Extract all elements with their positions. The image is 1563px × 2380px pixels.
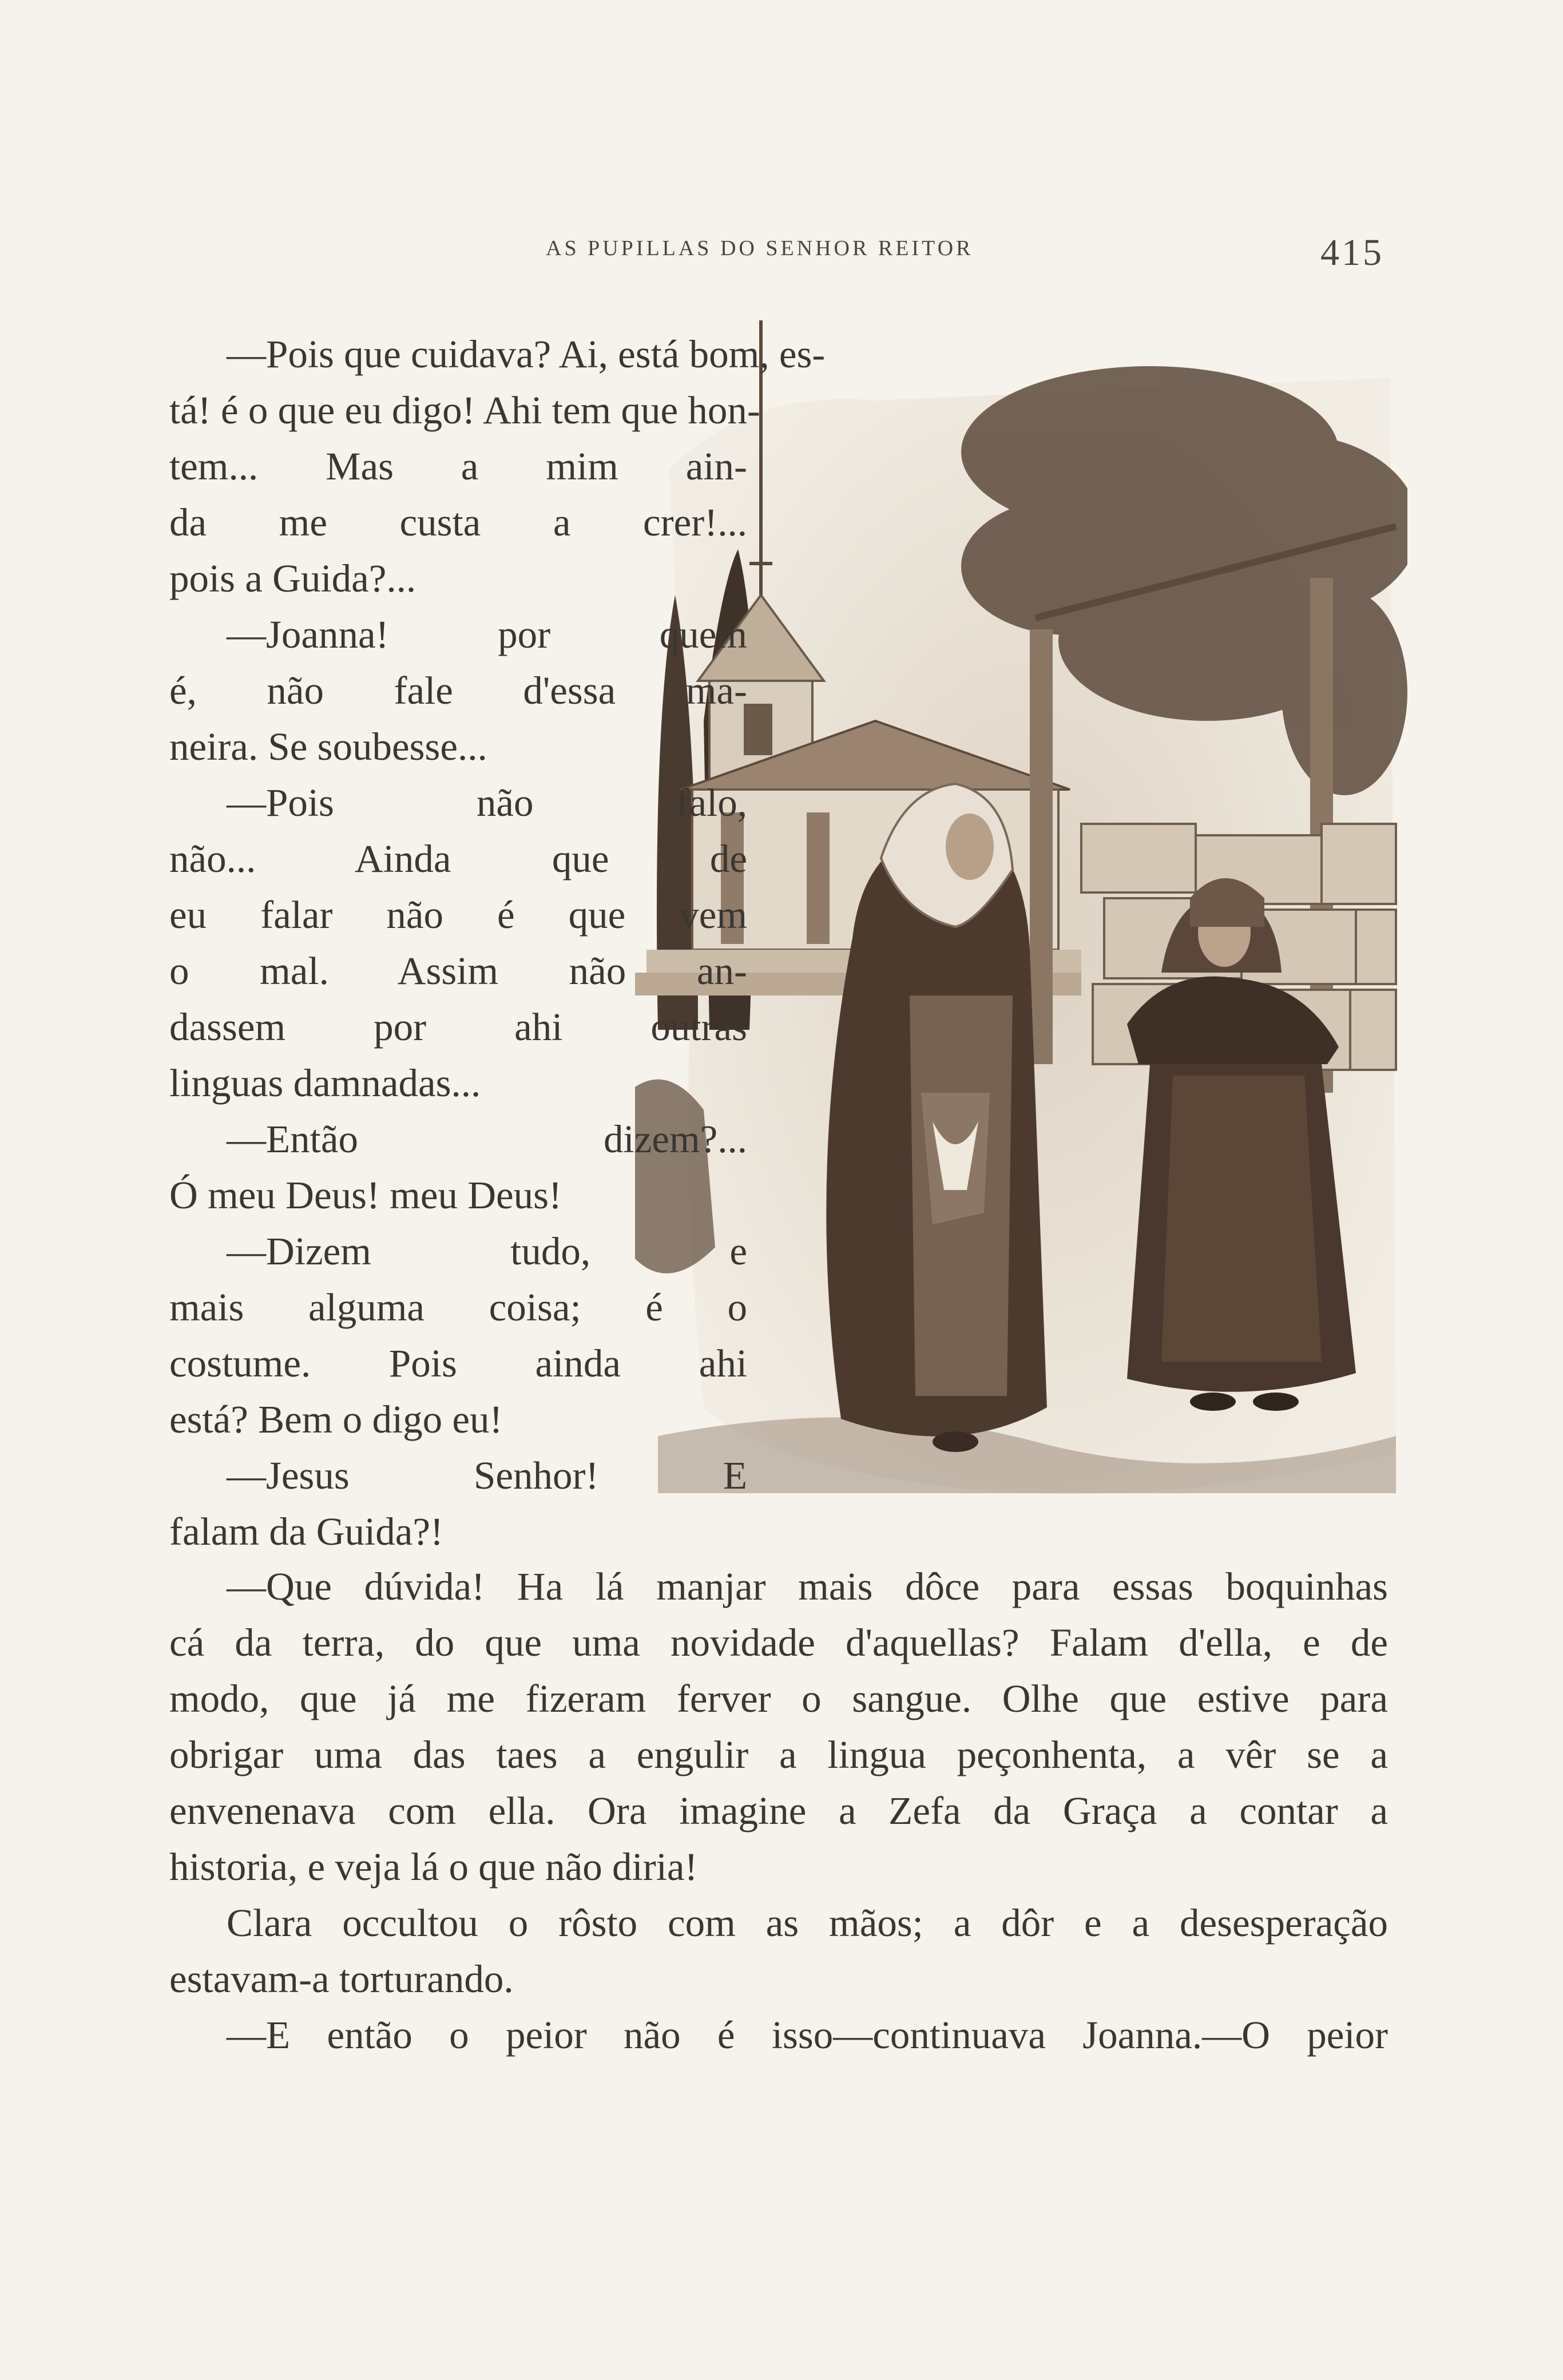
- narrow-column-text: [169, 326, 826, 1560]
- text-line: da me custa a crer!...: [169, 501, 747, 544]
- running-header: AS PUPILLAS DO SENHOR REITOR: [546, 236, 974, 260]
- text-line: tem... Mas a mim ain-: [169, 445, 747, 488]
- text-line: historia, e veja lá o que não diria!: [169, 1845, 698, 1889]
- text-line: é, não fale d'essa ma-: [169, 669, 747, 712]
- text-line: pois a Guida?...: [169, 557, 416, 600]
- text-line: —Dizem tudo, e: [227, 1229, 747, 1273]
- text-line: —E então o peior não é isso—continuava Joanna.—O peior: [227, 2013, 1388, 2057]
- text-line: o mal. Assim não an-: [169, 949, 747, 993]
- text-line: neira. Se soubesse...: [169, 725, 487, 768]
- text-line: —Que dúvida! Ha lá manjar mais dôce para essas boquinhas: [227, 1565, 1388, 1608]
- text-line: —Então dizem?...: [227, 1117, 747, 1161]
- text-line: modo, que já me fizeram ferver o sangue. Olhe que estive para: [169, 1677, 1388, 1720]
- text-line: mais alguma coisa; é o: [169, 1286, 747, 1329]
- text-line: obrigar uma das taes a engulir a lingua peçonhenta, a vêr se a: [169, 1733, 1388, 1776]
- text-line: falam da Guida?!: [169, 1510, 443, 1553]
- text-line: está? Bem o digo eu!: [169, 1398, 503, 1441]
- text-line: costume. Pois ainda ahi: [169, 1342, 747, 1385]
- text-line: não... Ainda que de: [169, 837, 747, 880]
- text-line: tá! é o que eu digo! Ahi tem que hon-: [169, 388, 760, 432]
- text-line: Ó meu Deus! meu Deus!: [169, 1173, 562, 1217]
- text-line: estavam-a torturando.: [169, 1957, 514, 2001]
- page-number: 415: [1320, 232, 1384, 273]
- illustration-two-women-chapel: [635, 320, 1407, 1522]
- text-line: —Joanna! por quem: [227, 613, 747, 656]
- text-line: eu falar não é que vem: [169, 893, 747, 937]
- text-line: Clara occultou o rôsto com as mãos; a dôr e a desesperação: [227, 1901, 1388, 1945]
- text-line: —Pois que cuidava? Ai, está bom, es-: [227, 332, 826, 376]
- text-line: envenenava com ella. Ora imagine a Zefa da Graça a contar a: [169, 1789, 1388, 1832]
- full-width-text: [169, 1558, 1388, 2063]
- text-line: dassem por ahi outras: [169, 1005, 747, 1049]
- text-line: linguas damnadas...: [169, 1061, 481, 1105]
- text-line: —Jesus Senhor! E: [227, 1454, 747, 1497]
- text-line: —Pois não falo,: [227, 781, 747, 824]
- text-line: cá da terra, do que uma novidade d'aquellas? Falam d'ella, e de: [169, 1621, 1388, 1664]
